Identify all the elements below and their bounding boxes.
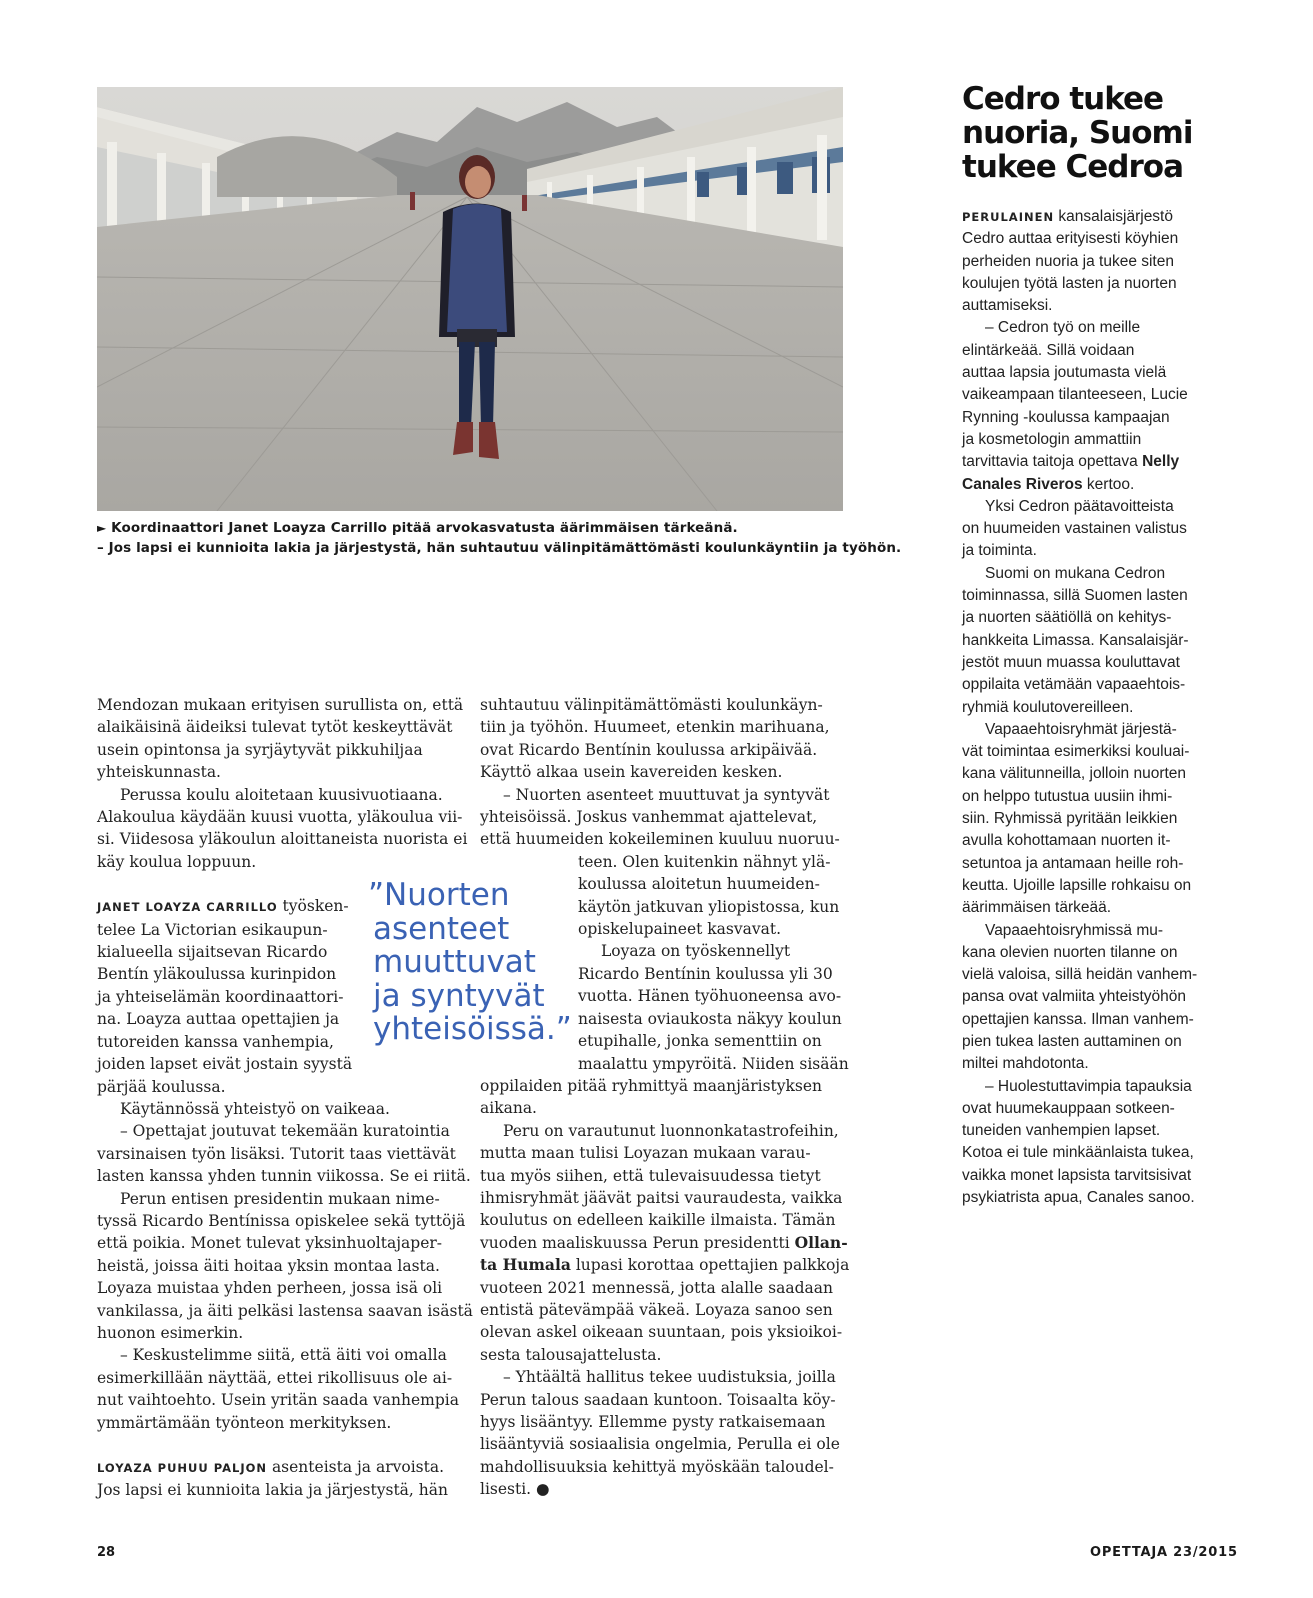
bold-name: Ollan- bbox=[794, 1232, 848, 1252]
text-line: ja nuorten säätiöllä on kehitys- bbox=[962, 609, 1172, 627]
sidebar-title-line: tukee Cedroa bbox=[962, 149, 1183, 185]
text-line: joiden lapset eivät jostain syystä bbox=[97, 1055, 353, 1074]
sidebar-title bbox=[962, 82, 1292, 184]
paragraph bbox=[97, 1120, 471, 1187]
text-line: – Cedron työ on meille bbox=[985, 319, 1141, 337]
text-line: jestöt muun muassa kouluttavat bbox=[962, 653, 1180, 671]
text-line: tua myös siihen, että tulevaisuudessa tietyt bbox=[480, 1166, 821, 1185]
text-line: – Keskustelimme siitä, että äiti voi omalla bbox=[120, 1346, 447, 1365]
text-line: käy koulua loppuun. bbox=[97, 852, 257, 871]
sidebar-article bbox=[962, 206, 1262, 1209]
paragraph bbox=[962, 496, 1262, 563]
text-line: setuntoa ja antamaan heille roh- bbox=[962, 854, 1184, 872]
text-line: keutta. Ujoille lapsille rohkaisu on bbox=[962, 876, 1192, 894]
paragraph bbox=[480, 1366, 840, 1500]
text-line: ja kosmetologin ammattiin bbox=[962, 430, 1142, 448]
bold-name: Nelly bbox=[1142, 453, 1180, 471]
text-line: vät toimintaa esimerkiksi kouluai- bbox=[962, 743, 1190, 761]
text-line: – Yhtäältä hallitus tekee uudistuksia, joilla bbox=[503, 1368, 836, 1387]
text-line: Jos lapsi ei kunnioita lakia ja järjestystä, hän bbox=[97, 1481, 448, 1500]
text-line: tutoreiden kanssa vanhempia, bbox=[97, 1032, 334, 1051]
text-line: psykiatrista apua, Canales sanoo. bbox=[962, 1189, 1195, 1207]
text-line: suhtautuu välinpitämättömästi koulunkäyn- bbox=[480, 696, 823, 714]
sidebar-title-line: nuoria, Suomi bbox=[962, 115, 1193, 151]
text-line: JANET LOAYZA CARRILLO työsken- bbox=[97, 897, 349, 916]
text-line: Rynning -koulussa kampaajan bbox=[962, 408, 1170, 426]
text-line: hankkeita Limassa. Kansalaisjär- bbox=[962, 631, 1189, 649]
page-number: 28 bbox=[97, 1545, 116, 1560]
bold-name: ta Humala bbox=[480, 1255, 571, 1275]
paragraph bbox=[97, 694, 464, 784]
text-line: Peru on varautunut luonnonkatastrofeihin, bbox=[503, 1121, 839, 1140]
text-line: Käyttö alkaa usein kavereiden kesken. bbox=[480, 763, 783, 782]
paragraph bbox=[962, 1076, 1262, 1210]
text-line: Mendozan mukaan erityisen surullista on, että bbox=[97, 696, 464, 714]
text-line: LOYAZA PUHUU PALJON asenteista ja arvoista. bbox=[97, 1458, 445, 1476]
paragraph bbox=[97, 784, 468, 874]
sidebar-title-line: Cedro tukee bbox=[962, 81, 1164, 117]
text-line: teen. Olen kuitenkin nähnyt ylä- bbox=[578, 852, 831, 871]
text-line: lisääntyviä sosiaalisia ongelmia, Perulla ei ole bbox=[480, 1435, 840, 1454]
text-line: perheiden nuoria ja tukee siten bbox=[962, 252, 1174, 270]
text-line: että huumeiden kokeileminen kuuluu nuoruu- bbox=[480, 830, 840, 849]
text-line: opiskelupaineet kasvavat. bbox=[578, 920, 782, 939]
text-line: pansa ovat valmiita yhteistyöhön bbox=[962, 988, 1187, 1006]
text-line: etupihalle, jonka sementtiin on bbox=[578, 1032, 822, 1051]
text-line: siin. Ryhmissä pyritään leikkien bbox=[962, 810, 1178, 828]
text-line: äärimmäisen tärkeää. bbox=[962, 899, 1112, 917]
text-line: tiin ja työhön. Huumeet, etenkin marihuana, bbox=[480, 718, 830, 737]
text-line: auttaa lapsia joutumasta vielä bbox=[962, 364, 1167, 382]
text-line: pien tukea lasten auttaminen on bbox=[962, 1032, 1182, 1050]
text-line: ovat huumekauppaan sotkeen- bbox=[962, 1099, 1175, 1117]
caption-line-1: ► Koordinaattori Janet Loayza Carrillo pitää arvokasvatusta äärimmäisen tärkeänä. bbox=[97, 520, 738, 536]
text-line: hyys lisääntyy. Ellemme pysty ratkaisemaan bbox=[480, 1413, 826, 1431]
text-line: kialueella sijaitsevan Ricardo bbox=[97, 943, 328, 962]
text-line: Cedro auttaa erityisesti köyhien bbox=[962, 230, 1179, 248]
text-line: vuotta. Hänen työhuoneensa avo- bbox=[578, 987, 842, 1006]
paragraph bbox=[480, 694, 840, 784]
text-line: pärjää koulussa. bbox=[97, 1077, 226, 1096]
pull-quote-line: asenteet bbox=[373, 910, 510, 947]
text-line: oppilaiden pitää ryhmittyä maanjäristyksen bbox=[480, 1076, 823, 1095]
text-line: tarvittavia taitoja opettava Nelly bbox=[962, 453, 1180, 471]
article-column-2 bbox=[480, 694, 850, 1501]
paragraph bbox=[962, 920, 1262, 1076]
text-line: Perun entisen presidentin mukaan nime- bbox=[120, 1189, 440, 1208]
text-line: sesta talousajattelusta. bbox=[480, 1345, 662, 1364]
text-line: esimerkillään näyttää, ettei rikollisuus ole ai- bbox=[97, 1368, 453, 1387]
text-line: alaikäisinä äideiksi tulevat tytöt keskeyttävät bbox=[97, 718, 453, 737]
paragraph bbox=[97, 1188, 473, 1345]
text-line: – Huolestuttavimpia tapauksia bbox=[985, 1077, 1192, 1095]
text-line: ymmärtämään työnteon merkityksen. bbox=[97, 1413, 392, 1432]
article-photo bbox=[97, 87, 843, 511]
text-line: ta Humala lupasi korottaa opettajien palkkoja bbox=[480, 1255, 850, 1275]
end-mark-icon: ● bbox=[536, 1480, 550, 1499]
paragraph bbox=[480, 940, 849, 1119]
text-line: ihmisryhmät jäävät paitsi vauraudesta, vaikka bbox=[480, 1188, 843, 1207]
magazine-issue: OPETTAJA 23/2015 bbox=[1090, 1545, 1238, 1560]
text-line: Ricardo Bentínin koulussa yli 30 bbox=[578, 964, 833, 983]
text-line: vuoteen 2021 mennessä, jotta alalle saadaan bbox=[480, 1278, 833, 1297]
text-line: olevan askel oikeaan suuntaan, pois yksioikoi- bbox=[480, 1323, 843, 1342]
photo-caption bbox=[97, 518, 902, 558]
text-line: yhteisöissä. Joskus vanhemmat ajattelevat, bbox=[480, 808, 818, 827]
text-line: huonon esimerkin. bbox=[97, 1323, 244, 1342]
text-line: telee La Victorian esikaupun- bbox=[97, 920, 328, 939]
text-line: toiminnassa, sillä Suomen lasten bbox=[962, 587, 1188, 605]
lead-in-text: PERULAINEN bbox=[962, 210, 1055, 224]
text-line: entistä pätevämpää väkeä. Loyaza sanoo sen bbox=[480, 1300, 833, 1319]
text-line: na. Loayza auttaa opettajien ja bbox=[97, 1010, 340, 1029]
pull-quote-line: muuttuvat bbox=[373, 944, 536, 980]
text-line: yhteiskunnasta. bbox=[97, 763, 221, 782]
text-line: elintärkeää. Sillä voidaan bbox=[962, 341, 1135, 359]
paragraph bbox=[97, 1098, 457, 1120]
text-line: Bentín yläkoulussa kurinpidon bbox=[97, 965, 337, 984]
text-line: mutta maan tulisi Loyazan mukaan varau- bbox=[480, 1144, 811, 1163]
text-line: kana olevien nuorten tilanne on bbox=[962, 943, 1178, 961]
text-line: – Opettajat joutuvat tekemään kuratointia bbox=[120, 1122, 450, 1141]
text-line: Perun talous saadaan kuntoon. Toisaalta köy- bbox=[480, 1390, 836, 1409]
text-line: Vapaaehtoisryhmät järjestä- bbox=[985, 720, 1177, 738]
paragraph bbox=[97, 1456, 457, 1502]
text-line: ovat Ricardo Bentínin koulussa arkipäivää. bbox=[480, 740, 818, 759]
text-line: kana välitunneilla, jolloin nuorten bbox=[962, 765, 1187, 783]
photo-illustration bbox=[97, 87, 843, 511]
text-line: mahdollisuuksia kehittyä myöskään taloudel- bbox=[480, 1457, 834, 1476]
lead-in-text: LOYAZA PUHUU PALJON bbox=[97, 1461, 268, 1475]
text-line: tuneiden vanhempien lapset. bbox=[962, 1122, 1161, 1140]
paragraph bbox=[962, 317, 1262, 495]
text-line: Perussa koulu aloitetaan kuusivuotiaana. bbox=[120, 785, 443, 804]
text-line: – Nuorten asenteet muuttuvat ja syntyvät bbox=[503, 785, 830, 804]
text-line: tyssä Ricardo Bentínissa opiskelee sekä tyttöjä bbox=[97, 1211, 466, 1230]
text-line: opettajien kanssa. Ilman vanhem- bbox=[962, 1010, 1194, 1028]
text-line: oppilaita vetämään vapaaehtois- bbox=[962, 676, 1186, 694]
text-line: ryhmiä koulutovereilleen. bbox=[962, 698, 1134, 716]
text-line: vankilassa, ja äiti pelkäsi lastensa saavan isästä bbox=[97, 1301, 473, 1320]
text-line: lasten kanssa yhden tunnin viikossa. Se ei riitä. bbox=[97, 1167, 471, 1186]
paragraph bbox=[480, 1120, 850, 1366]
text-line: että poikia. Monet tulevat yksinhuoltajaper- bbox=[97, 1234, 443, 1253]
text-line: varsinaisen työn lisäksi. Tutorit taas viettävät bbox=[97, 1144, 456, 1163]
text-line: miltei mahdotonta. bbox=[962, 1055, 1089, 1073]
text-line: koulutus on edelleen kaikille ilmaista. Tämän bbox=[480, 1211, 836, 1230]
text-line: avulla kohottamaan nuorten it- bbox=[962, 832, 1171, 850]
paragraph bbox=[480, 784, 840, 941]
text-line: naisesta oviaukosta näkyy koulun bbox=[578, 1009, 842, 1028]
text-line: Loyaza on työskennellyt bbox=[601, 942, 791, 961]
text-line: usein opintonsa ja syrjäytyvät pikkuhiljaa bbox=[97, 740, 423, 759]
text-line: vuoden maaliskuussa Perun presidentti Ollan- bbox=[480, 1232, 848, 1252]
bold-name: Canales Riveros bbox=[962, 475, 1083, 493]
caption-line-2: – Jos lapsi ei kunnioita lakia ja järjestystä, hän suhtautuu välinpitämättömästi koulunkäyntiin ja työhön. bbox=[97, 540, 902, 556]
text-line: ja toiminta. bbox=[962, 542, 1037, 560]
triangle-bullet-icon: ► bbox=[97, 521, 107, 535]
paragraph bbox=[962, 563, 1262, 719]
paragraph bbox=[962, 719, 1262, 920]
text-line: vaikka monet lapsista tarvitsisivat bbox=[962, 1166, 1192, 1184]
paragraph bbox=[962, 206, 1262, 317]
text-line: heistä, joissa äiti hoitaa yksin montaa lasta. bbox=[97, 1256, 440, 1275]
paragraph bbox=[97, 1344, 457, 1434]
text-line: on helppo tutustua uusiin ihmi- bbox=[962, 787, 1173, 805]
lead-in-text: JANET LOAYZA CARRILLO bbox=[97, 900, 278, 915]
text-line: Suomi on mukana Cedron bbox=[985, 564, 1166, 582]
text-line: si. Viidesosa yläkoulun aloittaneista nuorista ei bbox=[97, 830, 468, 849]
text-line: Loyaza muistaa yhden perheen, jossa isä oli bbox=[97, 1279, 443, 1298]
text-line: Kotoa ei tule minkäänlaista tukea, bbox=[962, 1144, 1194, 1162]
pull-quote-line: ja syntyvät bbox=[373, 977, 545, 1014]
text-line: vaikeampaan tilanteeseen, Lucie bbox=[962, 386, 1188, 404]
text-line: Käytännössä yhteistyö on vaikeaa. bbox=[120, 1099, 390, 1118]
text-line: ja yhteiselämän koordinaattori- bbox=[97, 987, 344, 1006]
pull-quote-line: yhteisöissä.” bbox=[373, 1011, 572, 1047]
text-line: aikana. bbox=[480, 1099, 537, 1118]
text-line: PERULAINEN kansalaisjärjestö bbox=[962, 208, 1173, 225]
text-line: nut vaihtoehto. Usein yritän saada vanhempia bbox=[97, 1391, 459, 1410]
text-line: on huumeiden vastainen valistus bbox=[962, 520, 1187, 538]
text-line: lisesti. ● bbox=[480, 1480, 550, 1499]
text-line: Alakoulua käydään kuusi vuotta, yläkoulua vii- bbox=[97, 808, 463, 827]
text-line: koulussa aloitetun huumeiden- bbox=[578, 875, 820, 894]
text-line: koulujen työtä lasten ja nuorten bbox=[962, 274, 1177, 292]
text-line: Vapaaehtoisryhmissä mu- bbox=[985, 921, 1164, 939]
text-line: auttamiseksi. bbox=[962, 297, 1053, 315]
text-line: Yksi Cedron päätavoitteista bbox=[985, 497, 1174, 515]
text-line: käytön jatkuvan yliopistossa, kun bbox=[578, 897, 840, 916]
text-line: Canales Riveros kertoo. bbox=[962, 475, 1135, 493]
text-line: vielä valoisa, sillä heidän vanhem- bbox=[962, 966, 1198, 984]
text-line: maalattu ympyröitä. Niiden sisään bbox=[578, 1054, 849, 1073]
pull-quote-line: ”Nuorten bbox=[368, 877, 510, 913]
